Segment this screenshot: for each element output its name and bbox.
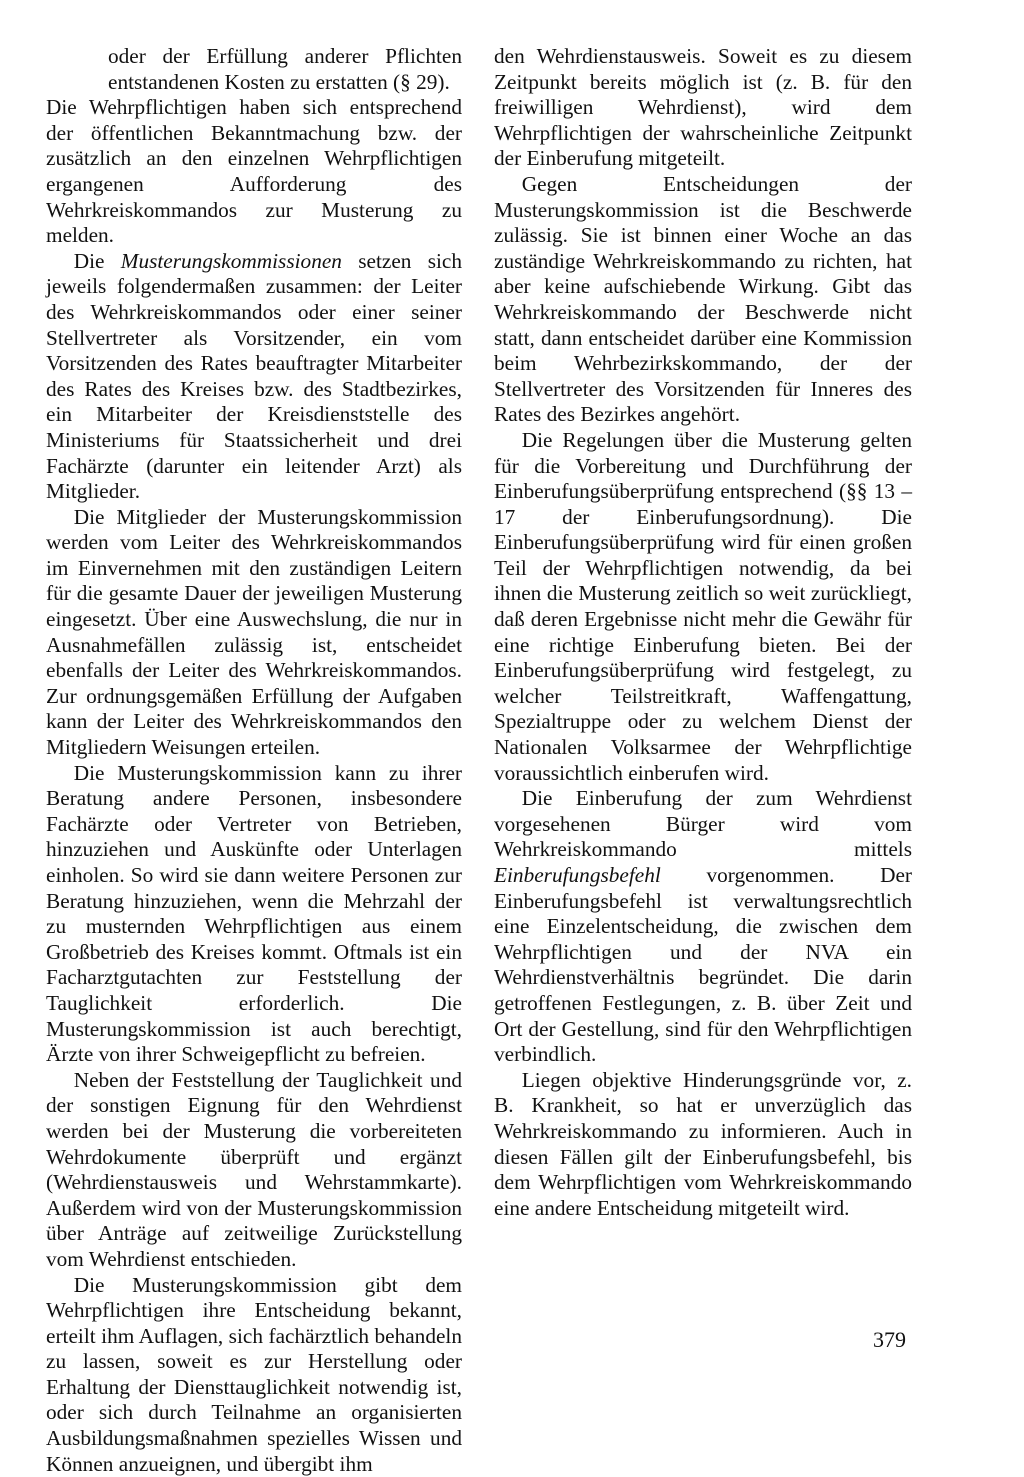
paragraph xyxy=(46,249,462,505)
paragraph-text: vorgenommen. Der Einberufungsbefehl ist verwaltungsrechtlich eine Einzelentscheidung, die zwischen dem Wehrpflichtigen und der NVA ein Wehrdienstverhältnis begründet. Die darin getroffenen Festlegungen, z. B. über Zeit und Ort der Gestellung, sind für den Wehrpflichtigen verbindlich. xyxy=(494,863,912,1066)
paragraph: Die Mitglieder der Musterungskommission werden vom Leiter des Wehrkreiskommandos im Einvernehmen mit den zuständigen Leitern für die gesamte Dauer der jeweiligen Musterung eingesetzt. Über eine Auswechslung, die nur in Ausnahmefällen zulässig ist, entscheidet ebenfalls der Leiter des Wehrkreiskommandos. Zur ordnungsgemäßen Erfüllung der Aufgaben kann der Leiter des Wehrkreiskommandos den Mitgliedern Weisungen erteilen. xyxy=(46,505,462,761)
paragraph: Gegen Entscheidungen der Musterungskommission ist die Beschwerde zulässig. Sie ist binnen einer Woche an das zuständige Wehrkreiskommando zu richten, hat aber keine aufschiebende Wirkung. Gibt das Wehrkreiskommando der Beschwerde nicht statt, dann entscheidet darüber eine Kommission beim Wehrbezirkskommando, der der Stellvertreter des Vorsitzenden für Inneres des Rates des Bezirkes angehört. xyxy=(494,172,912,428)
paragraph-text: Die Einberufung der zum Wehrdienst vorgesehenen Bürger wird vom Wehrkreiskommando mittels xyxy=(494,786,912,861)
paragraph: Die Musterungskommission gibt dem Wehrpflichtigen ihre Entscheidung bekannt, erteilt ihm Auflagen, sich fachärztlich behandeln zu lassen, soweit es zur Herstellung oder Erhaltung der Diensttauglichkeit notwendig ist, oder sich durch Teilnahme an organisierten Ausbildungsmaßnahmen spezielles Wissen und Können anzueignen, und übergibt ihm xyxy=(46,1273,462,1477)
right-column xyxy=(494,44,912,1221)
left-column xyxy=(46,44,462,1477)
emphasized-term: Musterungskommissionen xyxy=(121,249,342,273)
paragraph xyxy=(494,786,912,1068)
paragraph: Neben der Feststellung der Tauglichkeit und der sonstigen Eignung für den Wehrdienst werden bei der Musterung die vorbereiteten Wehrdokumente überprüft und ergänzt (Wehrdienstausweis und Wehrstammkarte). Außerdem wird von der Musterungskommission über Anträge auf zeitweilige Zurückstellung vom Wehrdienst entschieden. xyxy=(46,1068,462,1273)
paragraph-continuation: oder der Erfüllung anderer Pflichten entstandenen Kosten zu erstatten (§ 29). xyxy=(108,44,462,95)
paragraph-text: setzen sich jeweils folgendermaßen zusammen: der Leiter des Wehrkreiskommandos oder einer seiner Stellvertreter als Vorsitzender, ein vom Vorsitzenden des Rates beauftragter Mitarbeiter des Rates des Kreises bzw. des Stadtbezirkes, ein Mitarbeiter der Kreisdienststelle des Ministeriums für Staatssicherheit und drei Fachärzte (darunter ein leitender Arzt) als Mitglieder. xyxy=(46,249,462,503)
emphasized-term: Einberufungsbefehl xyxy=(494,863,661,887)
page-number: 379 xyxy=(873,1327,906,1353)
paragraph-text: Die xyxy=(74,249,121,273)
paragraph: Die Wehrpflichtigen haben sich entsprechend der öffentlichen Bekanntmachung bzw. der zusätzlich an den einzelnen Wehrpflichtigen ergangenen Aufforderung des Wehrkreiskommandos zur Musterung zu melden. xyxy=(46,95,462,249)
paragraph: Die Regelungen über die Musterung gelten für die Vorbereitung und Durchführung der Einberufungsüberprüfung entsprechend (§§ 13 – 17 der Einberufungsordnung). Die Einberufungsüberprüfung wird für einen großen Teil der Wehrpflichtigen notwendig, da bei ihnen die Musterung zeitlich so weit zurückliegt, daß deren Ergebnisse nicht mehr die Gewähr für eine richtige Einberufung bieten. Bei der Einberufungsüberprüfung wird festgelegt, zu welcher Teilstreitkraft, Waffengattung, Spezialtruppe oder zu welchem Dienst der Nationalen Volksarmee der Wehrpflichtige voraussichtlich einberufen wird. xyxy=(494,428,912,786)
paragraph: Liegen objektive Hinderungsgründe vor, z. B. Krankheit, so hat er unverzüglich das Wehrkreiskommando zu informieren. Auch in diesen Fällen gilt der Einberufungsbefehl, bis dem Wehrpflichtigen vom Wehrkreiskommando eine andere Entscheidung mitgeteilt wird. xyxy=(494,1068,912,1222)
paragraph: Die Musterungskommission kann zu ihrer Beratung andere Personen, insbesondere Fachärzte oder Vertreter von Betrieben, hinzuziehen und Auskünfte oder Unterlagen einholen. So wird sie dann weitere Personen zur Beratung hinzuziehen, wenn die Mehrzahl der zu musternden Wehrpflichtigen aus einem Großbetrieb des Kreises kommt. Oftmals ist ein Facharztgutachten zur Feststellung der Tauglichkeit erforderlich. Die Musterungskommission ist auch berechtigt, Ärzte von ihrer Schweigepflicht zu befreien. xyxy=(46,761,462,1068)
paragraph-continuation: den Wehrdienstausweis. Soweit es zu diesem Zeitpunkt bereits möglich ist (z. B. für den freiwilligen Wehrdienst), wird dem Wehrpflichtigen der wahrscheinliche Zeitpunkt der Einberufung mitgeteilt. xyxy=(494,44,912,172)
